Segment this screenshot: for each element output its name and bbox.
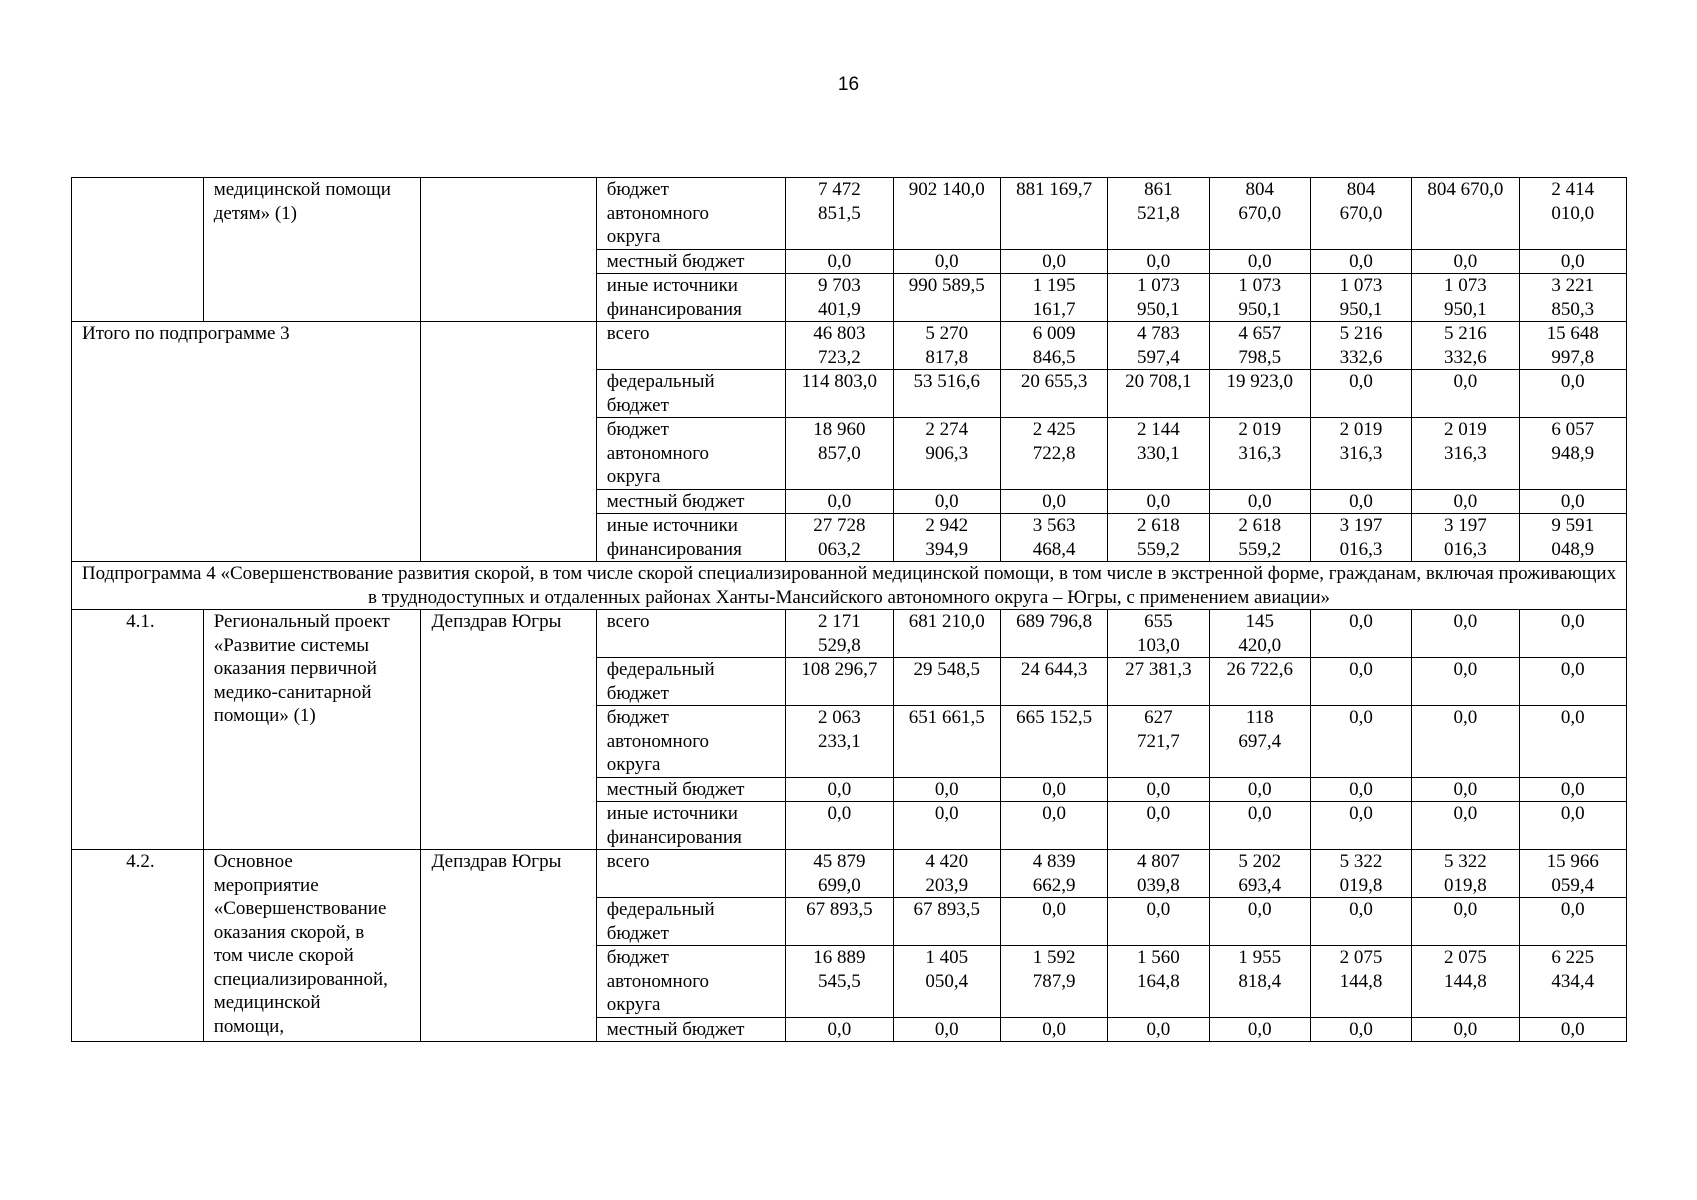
value-cell: 5 270 817,8 bbox=[893, 322, 1000, 370]
value-cell: 3 221 850,3 bbox=[1519, 274, 1626, 322]
value-cell: 0,0 bbox=[1000, 898, 1107, 946]
value-cell: 689 796,8 bbox=[1000, 610, 1107, 658]
source-label: всего bbox=[596, 322, 785, 370]
value-cell: 114 803,0 bbox=[786, 370, 893, 418]
value-cell: 1 073 950,1 bbox=[1209, 274, 1310, 322]
value-cell: 5 202 693,4 bbox=[1209, 850, 1310, 898]
value-cell: 0,0 bbox=[1000, 249, 1107, 274]
value-cell: 2 171 529,8 bbox=[786, 610, 893, 658]
value-cell: 0,0 bbox=[1108, 1017, 1209, 1042]
executor-cell bbox=[421, 178, 596, 322]
value-cell: 1 073 950,1 bbox=[1412, 274, 1519, 322]
value-cell: 0,0 bbox=[1310, 658, 1411, 706]
value-cell: 0,0 bbox=[1209, 1017, 1310, 1042]
value-cell: 0,0 bbox=[1519, 658, 1626, 706]
value-cell: 4 783 597,4 bbox=[1108, 322, 1209, 370]
value-cell: 0,0 bbox=[1310, 370, 1411, 418]
value-cell: 0,0 bbox=[1000, 802, 1107, 850]
source-label: бюджет автономного округа bbox=[596, 178, 785, 250]
value-cell: 0,0 bbox=[1519, 489, 1626, 514]
executor-cell: Депздрав Югры bbox=[421, 610, 596, 850]
value-cell: 4 839 662,9 bbox=[1000, 850, 1107, 898]
value-cell: 0,0 bbox=[1209, 802, 1310, 850]
value-cell: 0,0 bbox=[786, 249, 893, 274]
value-cell: 0,0 bbox=[1000, 1017, 1107, 1042]
value-cell: 902 140,0 bbox=[893, 178, 1000, 250]
value-cell: 1 073 950,1 bbox=[1108, 274, 1209, 322]
value-cell: 0,0 bbox=[893, 249, 1000, 274]
value-cell: 0,0 bbox=[1310, 489, 1411, 514]
value-cell: 0,0 bbox=[1519, 1017, 1626, 1042]
value-cell: 19 923,0 bbox=[1209, 370, 1310, 418]
value-cell: 2 063 233,1 bbox=[786, 706, 893, 778]
value-cell: 804 670,0 bbox=[1412, 178, 1519, 250]
value-cell: 67 893,5 bbox=[786, 898, 893, 946]
value-cell: 53 516,6 bbox=[893, 370, 1000, 418]
value-cell: 6 225 434,4 bbox=[1519, 946, 1626, 1018]
value-cell: 5 322 019,8 bbox=[1310, 850, 1411, 898]
value-cell: 5 216 332,6 bbox=[1412, 322, 1519, 370]
value-cell: 2 942 394,9 bbox=[893, 514, 1000, 562]
source-label: федеральный бюджет bbox=[596, 658, 785, 706]
value-cell: 0,0 bbox=[1412, 898, 1519, 946]
item-name: медицинской помощи детям» (1) bbox=[203, 178, 421, 322]
value-cell: 5 216 332,6 bbox=[1310, 322, 1411, 370]
table-row bbox=[72, 322, 1627, 370]
value-cell: 2 274 906,3 bbox=[893, 418, 1000, 490]
item-code: 4.1. bbox=[72, 610, 204, 850]
source-label: бюджет автономного округа bbox=[596, 418, 785, 490]
value-cell: 1 195 161,7 bbox=[1000, 274, 1107, 322]
value-cell: 26 722,6 bbox=[1209, 658, 1310, 706]
executor-cell: Депздрав Югры bbox=[421, 850, 596, 1042]
source-label: федеральный бюджет bbox=[596, 898, 785, 946]
value-cell: 2 019 316,3 bbox=[1310, 418, 1411, 490]
value-cell: 0,0 bbox=[1519, 777, 1626, 802]
value-cell: 881 169,7 bbox=[1000, 178, 1107, 250]
value-cell: 0,0 bbox=[1310, 802, 1411, 850]
table-row bbox=[72, 850, 1627, 898]
value-cell: 15 966 059,4 bbox=[1519, 850, 1626, 898]
value-cell: 2 144 330,1 bbox=[1108, 418, 1209, 490]
value-cell: 681 210,0 bbox=[893, 610, 1000, 658]
value-cell: 0,0 bbox=[1310, 249, 1411, 274]
value-cell: 1 073 950,1 bbox=[1310, 274, 1411, 322]
value-cell: 804 670,0 bbox=[1209, 178, 1310, 250]
value-cell: 0,0 bbox=[1108, 777, 1209, 802]
value-cell: 9 591 048,9 bbox=[1519, 514, 1626, 562]
value-cell: 0,0 bbox=[1108, 249, 1209, 274]
source-label: местный бюджет bbox=[596, 249, 785, 274]
value-cell: 67 893,5 bbox=[893, 898, 1000, 946]
source-label: иные источники финансирования bbox=[596, 802, 785, 850]
value-cell: 4 657 798,5 bbox=[1209, 322, 1310, 370]
value-cell: 1 405 050,4 bbox=[893, 946, 1000, 1018]
value-cell: 665 152,5 bbox=[1000, 706, 1107, 778]
value-cell: 0,0 bbox=[893, 777, 1000, 802]
value-cell: 0,0 bbox=[1209, 489, 1310, 514]
table-row bbox=[72, 610, 1627, 658]
value-cell: 0,0 bbox=[786, 802, 893, 850]
value-cell: 0,0 bbox=[786, 489, 893, 514]
table-row bbox=[72, 178, 1627, 250]
value-cell: 0,0 bbox=[1000, 489, 1107, 514]
value-cell: 9 703 401,9 bbox=[786, 274, 893, 322]
item-code: 4.2. bbox=[72, 850, 204, 1042]
code-cell bbox=[72, 178, 204, 322]
value-cell: 2 618 559,2 bbox=[1108, 514, 1209, 562]
value-cell: 0,0 bbox=[1209, 898, 1310, 946]
value-cell: 0,0 bbox=[1519, 898, 1626, 946]
item-name: Региональный проект «Развитие системы оказания первичной медико-санитарной помощи» (1) bbox=[203, 610, 421, 850]
value-cell: 2 425 722,8 bbox=[1000, 418, 1107, 490]
value-cell: 6 009 846,5 bbox=[1000, 322, 1107, 370]
value-cell: 0,0 bbox=[1519, 249, 1626, 274]
value-cell: 0,0 bbox=[1108, 489, 1209, 514]
value-cell: 651 661,5 bbox=[893, 706, 1000, 778]
value-cell: 0,0 bbox=[1519, 706, 1626, 778]
value-cell: 5 322 019,8 bbox=[1412, 850, 1519, 898]
value-cell: 2 075 144,8 bbox=[1310, 946, 1411, 1018]
value-cell: 3 197 016,3 bbox=[1310, 514, 1411, 562]
value-cell: 20 708,1 bbox=[1108, 370, 1209, 418]
source-label: бюджет автономного округа bbox=[596, 946, 785, 1018]
value-cell: 0,0 bbox=[786, 1017, 893, 1042]
source-label: всего bbox=[596, 610, 785, 658]
financing-table bbox=[71, 177, 1627, 1042]
value-cell: 0,0 bbox=[786, 777, 893, 802]
value-cell: 0,0 bbox=[1310, 898, 1411, 946]
value-cell: 2 414 010,0 bbox=[1519, 178, 1626, 250]
value-cell: 861 521,8 bbox=[1108, 178, 1209, 250]
value-cell: 4 807 039,8 bbox=[1108, 850, 1209, 898]
value-cell: 29 548,5 bbox=[893, 658, 1000, 706]
subprogram-heading: Подпрограмма 4 «Совершенствование развития скорой, в том числе скорой специализированной медицинской помощи, в том числе в экстренной форме, гражданам, включая проживающих в труднодоступных и отдаленных районах Ханты-Мансийского автономного округа – Югры, с применением авиации» bbox=[72, 562, 1627, 610]
value-cell: 0,0 bbox=[1412, 1017, 1519, 1042]
source-label: иные источники финансирования bbox=[596, 274, 785, 322]
value-cell: 0,0 bbox=[1412, 489, 1519, 514]
value-cell: 46 803 723,2 bbox=[786, 322, 893, 370]
value-cell: 2 019 316,3 bbox=[1412, 418, 1519, 490]
page-number: 16 bbox=[837, 74, 860, 95]
value-cell: 0,0 bbox=[1412, 777, 1519, 802]
value-cell: 0,0 bbox=[893, 1017, 1000, 1042]
value-cell: 0,0 bbox=[1310, 1017, 1411, 1042]
value-cell: 990 589,5 bbox=[893, 274, 1000, 322]
value-cell: 804 670,0 bbox=[1310, 178, 1411, 250]
value-cell: 0,0 bbox=[1209, 777, 1310, 802]
value-cell: 3 197 016,3 bbox=[1412, 514, 1519, 562]
value-cell: 0,0 bbox=[1209, 249, 1310, 274]
value-cell: 4 420 203,9 bbox=[893, 850, 1000, 898]
value-cell: 0,0 bbox=[1519, 370, 1626, 418]
value-cell: 627 721,7 bbox=[1108, 706, 1209, 778]
source-label: местный бюджет bbox=[596, 1017, 785, 1042]
value-cell: 2 075 144,8 bbox=[1412, 946, 1519, 1018]
value-cell: 27 381,3 bbox=[1108, 658, 1209, 706]
value-cell: 45 879 699,0 bbox=[786, 850, 893, 898]
value-cell: 0,0 bbox=[1310, 706, 1411, 778]
value-cell: 0,0 bbox=[1519, 802, 1626, 850]
value-cell: 1 592 787,9 bbox=[1000, 946, 1107, 1018]
value-cell: 145 420,0 bbox=[1209, 610, 1310, 658]
value-cell: 0,0 bbox=[1519, 610, 1626, 658]
value-cell: 15 648 997,8 bbox=[1519, 322, 1626, 370]
value-cell: 0,0 bbox=[1108, 898, 1209, 946]
value-cell: 0,0 bbox=[1412, 706, 1519, 778]
table-row bbox=[72, 562, 1627, 610]
value-cell: 0,0 bbox=[1108, 802, 1209, 850]
value-cell: 0,0 bbox=[1000, 777, 1107, 802]
value-cell: 6 057 948,9 bbox=[1519, 418, 1626, 490]
value-cell: 0,0 bbox=[1412, 802, 1519, 850]
source-label: местный бюджет bbox=[596, 489, 785, 514]
value-cell: 3 563 468,4 bbox=[1000, 514, 1107, 562]
source-label: местный бюджет bbox=[596, 777, 785, 802]
value-cell: 0,0 bbox=[1412, 610, 1519, 658]
value-cell: 27 728 063,2 bbox=[786, 514, 893, 562]
value-cell: 7 472 851,5 bbox=[786, 178, 893, 250]
executor-cell bbox=[421, 322, 596, 562]
value-cell: 118 697,4 bbox=[1209, 706, 1310, 778]
value-cell: 0,0 bbox=[893, 802, 1000, 850]
value-cell: 108 296,7 bbox=[786, 658, 893, 706]
value-cell: 0,0 bbox=[1310, 777, 1411, 802]
value-cell: 2 618 559,2 bbox=[1209, 514, 1310, 562]
value-cell: 0,0 bbox=[893, 489, 1000, 514]
item-name: Основное мероприятие «Совершенствование оказания скорой, в том числе скорой специализированной, медицинской помощи, bbox=[203, 850, 421, 1042]
source-label: федеральный бюджет bbox=[596, 370, 785, 418]
value-cell: 0,0 bbox=[1310, 610, 1411, 658]
value-cell: 16 889 545,5 bbox=[786, 946, 893, 1018]
value-cell: 24 644,3 bbox=[1000, 658, 1107, 706]
source-label: всего bbox=[596, 850, 785, 898]
subprogram-total-label: Итого по подпрограмме 3 bbox=[72, 322, 421, 562]
value-cell: 0,0 bbox=[1412, 249, 1519, 274]
value-cell: 2 019 316,3 bbox=[1209, 418, 1310, 490]
value-cell: 0,0 bbox=[1412, 658, 1519, 706]
source-label: бюджет автономного округа bbox=[596, 706, 785, 778]
source-label: иные источники финансирования bbox=[596, 514, 785, 562]
value-cell: 1 955 818,4 bbox=[1209, 946, 1310, 1018]
value-cell: 0,0 bbox=[1412, 370, 1519, 418]
value-cell: 655 103,0 bbox=[1108, 610, 1209, 658]
value-cell: 20 655,3 bbox=[1000, 370, 1107, 418]
value-cell: 1 560 164,8 bbox=[1108, 946, 1209, 1018]
value-cell: 18 960 857,0 bbox=[786, 418, 893, 490]
